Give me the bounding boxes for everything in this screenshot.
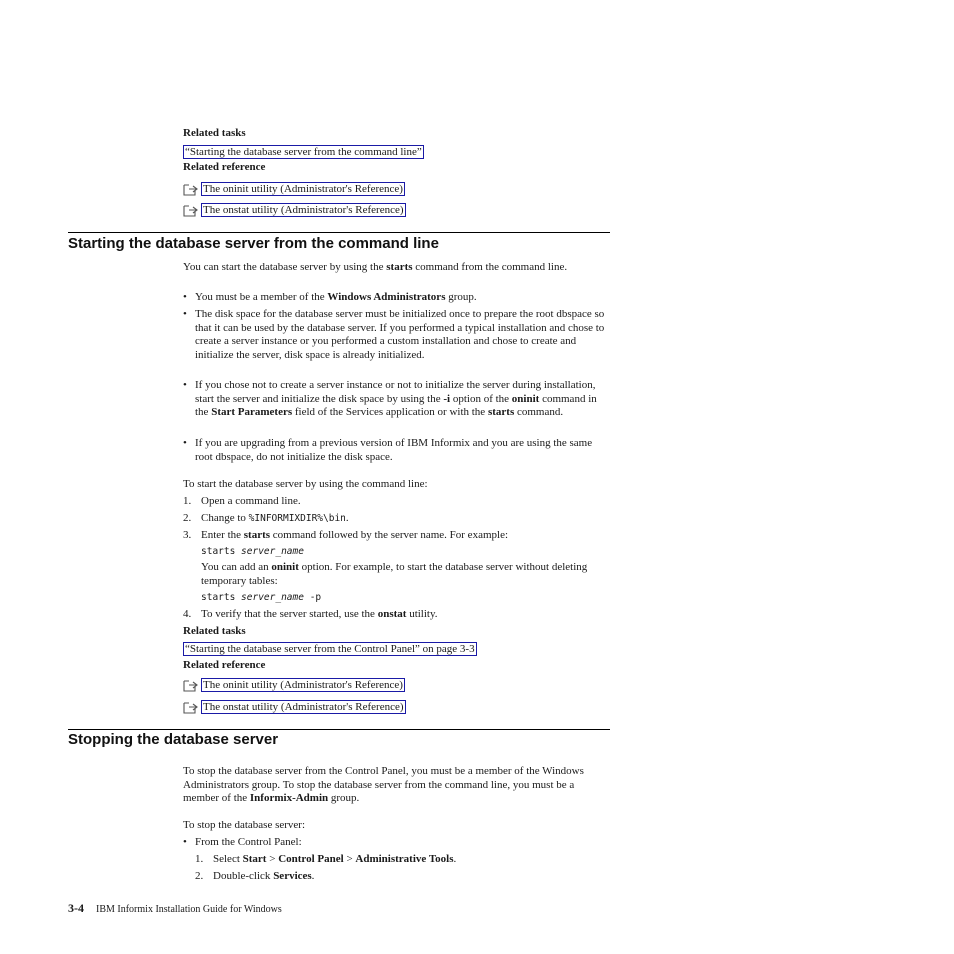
step-item: 2. Double-click Services. bbox=[195, 870, 315, 882]
step-note: You can add an oninit option. For example, to start the database server without deleting temporary tables: bbox=[201, 561, 588, 587]
steps-intro: To stop the database server: bbox=[183, 819, 306, 831]
section-heading-stopping: Stopping the database server bbox=[68, 731, 279, 748]
page-number: 3-4 bbox=[68, 901, 84, 915]
intro-paragraph: To stop the database server from the Control Panel, you must be a member of the Windows Administrators group. To stop the database server from the command line, you must be a member of the Informix-Admin group. bbox=[183, 765, 584, 805]
related-reference-label: Related reference bbox=[183, 659, 266, 671]
steps-intro: To start the database server by using the command line: bbox=[183, 478, 428, 490]
external-link-icon bbox=[183, 701, 200, 714]
related-tasks-label: Related tasks bbox=[183, 625, 246, 637]
list-item: • The disk space for the database server must be initialized once to prepare the root dbspace so that it can be used by the database server. If you performed a typical installation and chose to create a server instance or you performed a custom installation and chose to create and initialize the server, disk space is already initialized. bbox=[183, 308, 605, 361]
list-item: • If you are upgrading from a previous version of IBM Informix and you are using the same root dbspace, do not initialize the disk space. bbox=[183, 437, 593, 463]
external-link-icon bbox=[183, 679, 200, 692]
book-title: IBM Informix Installation Guide for Windows bbox=[96, 904, 282, 915]
related-tasks-label: Related tasks bbox=[183, 127, 246, 139]
task-link-control-panel[interactable]: “Starting the database server from the Control Panel” on page 3-3 bbox=[185, 643, 475, 655]
external-link-icon bbox=[183, 204, 200, 217]
list-item: • From the Control Panel: bbox=[183, 836, 302, 848]
intro-paragraph: You can start the database server by using the starts command from the command line. bbox=[183, 261, 568, 273]
section-divider bbox=[68, 729, 610, 730]
list-item: • If you chose not to create a server instance or not to initialize the server during installation, start the server and initialize the disk space by using the -i option of the oninit command in the Start Parameters field of the Services application or with the starts command. bbox=[183, 379, 597, 419]
page-footer bbox=[68, 902, 282, 917]
related-reference-label: Related reference bbox=[183, 161, 266, 173]
step-item: 1. Select Start > Control Panel > Administrative Tools. bbox=[195, 853, 457, 865]
task-link-command-line[interactable]: “Starting the database server from the command line” bbox=[185, 146, 422, 158]
step-item: 2. Change to %INFORMIXDIR%\bin. bbox=[183, 512, 349, 524]
step-item: 3. Enter the starts command followed by the server name. For example: bbox=[183, 529, 509, 541]
external-link-icon bbox=[183, 183, 200, 196]
step-item: 4. To verify that the server started, use the onstat utility. bbox=[183, 608, 438, 620]
section-heading-start-command-line: Starting the database server from the command line bbox=[68, 235, 439, 252]
ref-link-onstat[interactable]: The onstat utility (Administrator's Reference) bbox=[203, 701, 404, 713]
code-example: starts server_name -p bbox=[201, 592, 322, 603]
ref-link-onstat[interactable]: The onstat utility (Administrator's Reference) bbox=[203, 204, 404, 216]
ref-link-oninit[interactable]: The oninit utility (Administrator's Reference) bbox=[203, 183, 403, 195]
list-item: • You must be a member of the Windows Administrators group. bbox=[183, 291, 477, 303]
step-item: 1. Open a command line. bbox=[183, 495, 301, 507]
section-divider bbox=[68, 232, 610, 233]
code-example: starts server_name bbox=[201, 546, 304, 557]
ref-link-oninit[interactable]: The oninit utility (Administrator's Reference) bbox=[203, 679, 403, 691]
